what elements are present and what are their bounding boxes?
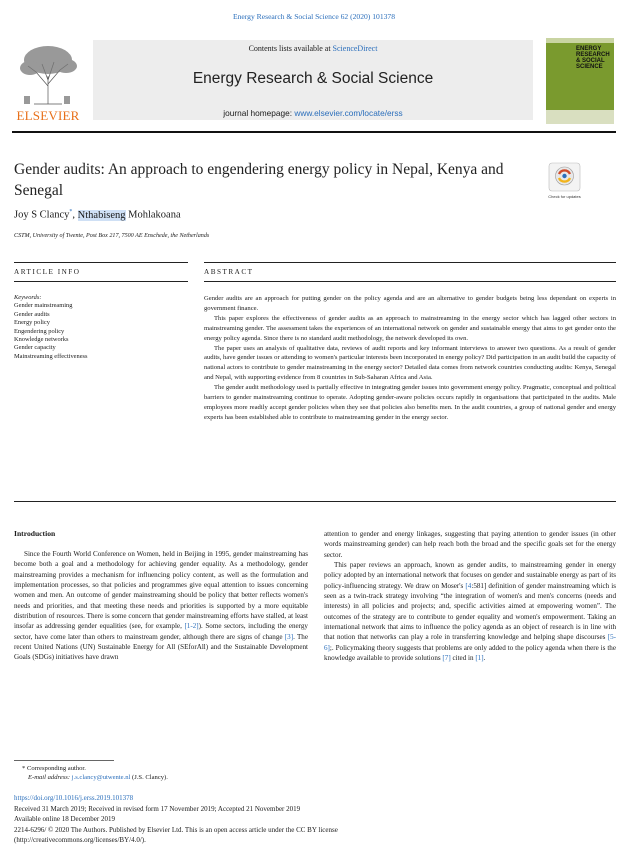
intro-paragraph <box>324 560 616 663</box>
email-note <box>28 773 168 782</box>
check-for-updates-badge[interactable] <box>548 162 581 200</box>
author-separator: , <box>72 209 78 221</box>
doi-link[interactable]: https://doi.org/10.1016/j.erss.2019.101378 <box>14 794 134 802</box>
abstract-end-rule <box>14 501 616 502</box>
cover-line: RESEARCH <box>576 52 610 58</box>
corresponding-author-note <box>22 764 86 773</box>
journal-title: Energy Research & Social Science <box>192 70 434 87</box>
intro-text: attention to gender and energy linkages, suggesting that paying attention to gender issues (in other words mainstreaming gender) can help reach both the broad and the specific goals set for the energy sector. <box>324 530 616 559</box>
abstract-bottom-rule <box>204 281 616 282</box>
intro-paragraph <box>324 529 616 560</box>
keyword-item: Knowledge networks <box>14 336 69 344</box>
keyword-item: Gender audits <box>14 310 50 318</box>
abstract-top-rule <box>204 262 616 263</box>
citation-link[interactable]: [3] <box>284 632 294 641</box>
footnote-text: Corresponding author. <box>25 765 86 772</box>
article-info-top-rule <box>14 262 188 263</box>
license-url[interactable]: (http://creativecommons.org/licenses/BY/4.0/). <box>14 836 146 844</box>
available-online-date: Available online 18 December 2019 <box>14 815 115 823</box>
author-affiliation: CSTM, University of Twente, Post Box 217, 7500 AE Enschede, the Netherlands <box>14 233 210 239</box>
abstract-body <box>204 294 616 423</box>
abstract-paragraph: The paper uses an analysis of qualitative data, reviews of audit reports and key informant interviews to answer two questions. As a result of gender audits, have gender issues or attending to women's particular interests been incorporated in energy policy? Did participation in an audit build the capacity of national actors to contribute to gender mainstreaming in the energy sector? Detailed data comes from network countries conducting audits: Kenya, Senegal and Nepal, with supporting evidence from 8 countries in Sub-Saharan Africa and Asia. <box>204 344 616 382</box>
article-title: Gender audits: An approach to engendering energy policy in Nepal, Kenya and Senegal <box>14 161 504 199</box>
keyword-item: Mainstreaming effectiveness <box>14 352 88 360</box>
article-footer <box>14 793 618 846</box>
author-list <box>14 209 181 221</box>
cover-bottom-strip <box>546 110 614 124</box>
author-last-name: Mohlakoana <box>125 209 181 221</box>
author-name: Joy S Clancy <box>14 209 70 221</box>
intro-text: :581] definition of gender mainstreaming which is seen as a twin-track strategy involving “the integration of women's and men's concerns (needs and interests) in all policies and projects; and, specific activities aimed at empowering women”. The outcomes of the strategy are to contribute to gender equality and women's empowerment. Taking an international network that aims to influence the policy agenda as an object of research is in line with that notion that networks can play a role in transferring knowledge and helping shape discourses <box>324 581 616 642</box>
keyword-item: Gender mainstreaming <box>14 302 73 310</box>
corresponding-author-mark[interactable]: * <box>69 209 73 215</box>
intro-text: Since the Fourth World Conference on Women, held in Beijing in 1995, gender mainstreaming has become both a goal and a methodology for achieving gender equality. As a methodology, gender mainstreaming provides a mechanism for influencing policy content, as well as the formulation and implementation processes, so that policies and programmes give equal attention to issues concerning women and men. An outcome of gender mainstreaming should be policy that better reflects women's needs and priorities, and that meeting these needs and priorities is supported by a more equitable distribution of resources. There is some concern that gender mainstreaming efforts have stalled, at least insofar as addressing gender equalities (see, for example, <box>14 550 308 631</box>
intro-text: ;. Policymaking theory suggests that problems are only added to the policy agenda when there is the knowledge available to provide solutions <box>324 643 616 663</box>
email-label: E-mail address: <box>28 774 72 781</box>
contents-line <box>93 44 533 53</box>
abstract-paragraph: The gender audit methodology used is partially effective in integrating gender issues into government energy policy. Pragmatic, conceptual and political barriers to gender mainstreaming continue to operate. Adopting gender-aware policies occurs rapidly in organisations that participated in the audits. Male employees more readily accept gender policies when they see that policies also benefits men. In the audit countries, a group of national gender and energy experts has been established able to contribute to mainstreaming gender in the energy sector. <box>204 384 616 421</box>
citation-link[interactable]: [4 <box>465 581 472 590</box>
cover-top-strip <box>546 38 614 43</box>
email-suffix: (J.S. Clancy). <box>130 774 168 781</box>
author-first-name-highlighted: Nthabiseng <box>77 209 126 221</box>
keyword-item: Energy policy <box>14 319 50 327</box>
intro-text: cited in <box>450 654 476 663</box>
journal-homepage-link[interactable]: www.elsevier.com/locate/erss <box>294 108 403 118</box>
footnote-rule <box>14 760 114 761</box>
journal-reference[interactable]: Energy Research & Social Science 62 (2020) 101378 <box>232 12 396 21</box>
intro-text: ). Some sectors, including the energy sector, have come later than others to mainstream gender, although there are signs of change <box>14 622 308 641</box>
intro-text: . The recent United Nations (UN) Sustainable Energy for All (SEforAll) and the Sustainable Development Goals (SDGs) initiatives have drawn <box>14 632 308 662</box>
journal-cover-thumbnail[interactable] <box>546 38 614 124</box>
email-link[interactable]: j.s.clancy@utwente.nl <box>71 774 131 781</box>
homepage-prefix: journal homepage: <box>223 108 295 118</box>
abstract-paragraph: This paper explores the effectiveness of gender audits as an approach to mainstreaming in the energy sector which has lagged other sectors in mainstreaming gender. The assessment takes the experiences of an international network on gender and sustainable energy that aims to get gender onto the energy policy agenda. Since there is no standard audit methodology, the network developed its own. <box>204 314 616 342</box>
keywords-label: Keywords: <box>14 294 42 301</box>
footnote-mark: * <box>22 765 26 772</box>
badge-label: Check for updates <box>548 193 581 199</box>
article-info-header: ARTICLE INFO <box>14 268 81 276</box>
homepage-line <box>93 108 533 118</box>
citation-link[interactable]: [1-2] <box>184 622 199 631</box>
cover-line: ENERGY <box>576 46 602 52</box>
check-for-updates-icon <box>548 162 581 192</box>
keyword-item: Engendering policy <box>14 327 65 335</box>
cover-title <box>576 46 610 70</box>
intro-paragraph <box>14 549 308 663</box>
intro-text: This paper reviews an approach, known as gender audits, to mainstreaming gender in energy policy adopted by an international network that focuses on gender and sustainable energy as part of its policy-influencing strategy. We draw on Moser's <box>324 561 616 590</box>
intro-right-column <box>324 529 616 663</box>
intro-left-column <box>14 549 308 663</box>
intro-text: . <box>483 654 486 663</box>
citation-link[interactable]: [7] <box>442 654 451 663</box>
keyword-item: Gender capacity <box>14 344 56 352</box>
abstract-paragraph: Gender audits are an approach for putting gender on the policy agenda and are an alternative to gender budgets being less dependant on experts in government finance. <box>204 295 616 312</box>
header-divider <box>12 131 616 133</box>
abstract-header: ABSTRACT <box>204 268 254 276</box>
license-statement: 2214-6296/ © 2020 The Authors. Published by Elsevier Ltd. This is an open access article under the CC BY license <box>14 825 338 834</box>
sciencedirect-link[interactable]: ScienceDirect <box>332 44 378 53</box>
citation-link[interactable]: [1] <box>475 654 484 663</box>
keywords-block <box>14 294 184 361</box>
received-dates: Received 31 March 2019; Received in revised form 17 November 2019; Accepted 21 November 2019 <box>14 804 301 813</box>
contents-prefix: Contents lists available at <box>248 44 333 53</box>
cover-line: & SOCIAL <box>576 58 605 64</box>
citation-link[interactable]: [5-6] <box>324 633 616 652</box>
article-info-bottom-rule <box>14 281 188 282</box>
publisher-name: ELSEVIER <box>16 108 80 123</box>
introduction-heading: Introduction <box>14 529 56 538</box>
cover-line: SCIENCE <box>576 64 603 70</box>
